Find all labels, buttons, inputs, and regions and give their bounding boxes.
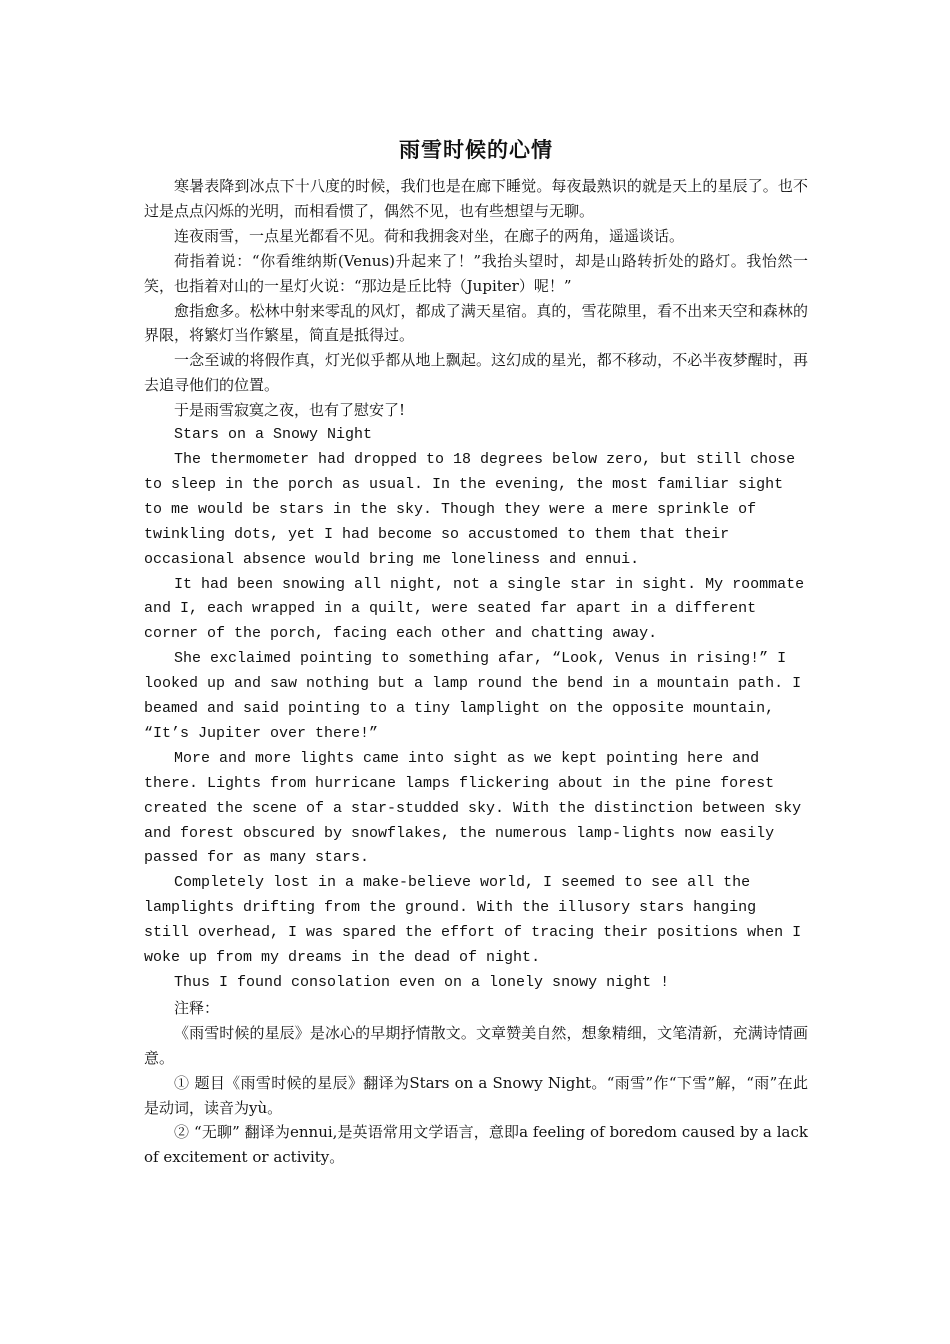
chinese-paragraph-4: 愈指愈多。松林中射来零乱的风灯，都成了满天星宿。真的，雪花隙里，看不出来天空和森林的界限，将繁灯当作繁星，简直是抵得过。 bbox=[144, 301, 808, 345]
note-1: 《雨雪时候的星辰》是冰心的早期抒情散文。文章赞美自然，想象精细，文笔清新，充满诗情画意。 bbox=[144, 1023, 808, 1067]
english-paragraph-1: The thermometer had dropped to 18 degrees below zero, but still chose to sleep in the porch as usual. In the evening, the most familiar sight to me would be stars in the sky. Though they were a mere sprinkle of twinkling dots, yet I had become so accustomed to them that their occasional absence would bring me loneliness and ennui. bbox=[144, 450, 796, 568]
note-2: ① 题目《雨雪时候的星辰》翻译为Stars on a Snowy Night。“雨雪”作“下雪”解，“雨”在此是动词，读音为yù。 bbox=[144, 1073, 808, 1117]
document-title: 雨雪时候的心情 bbox=[399, 138, 553, 162]
english-paragraph-4: More and more lights came into sight as we kept pointing here and there. Lights from hurricane lamps flickering about in the pine forest created the scene of a star-studded sky. With the distinction between sky and forest obscured by snowflakes, the numerous lamp-lights now easily passed for as many stars. bbox=[144, 749, 802, 867]
notes-heading: 注释： bbox=[174, 998, 220, 1017]
chinese-paragraph-1: 寒暑表降到冰点下十八度的时候，我们也是在廊下睡觉。每夜最熟识的就是天上的星辰了。也不过是点点闪烁的光明，而相看惯了，偶然不见，也有些想望与无聊。 bbox=[144, 177, 808, 220]
english-paragraph-5: Completely lost in a make-believe world, I seemed to see all the lamplights drifting from the ground. With the illusory stars hanging still overhead, I was spared the effort of tracing their positions when I woke up from my dreams in the dead of night. bbox=[144, 874, 802, 967]
english-paragraph-6: Thus I found consolation even on a lonely snowy night ! bbox=[174, 974, 670, 991]
chinese-paragraph-3: 荷指着说：“你看维纳斯(Venus)升起来了！”我抬头望时，却是山路转折处的路灯。我怡然一笑，也指着对山的一星灯火说：“那边是丘比特（Jupiter）呢！” bbox=[144, 251, 808, 295]
chinese-paragraph-2: 连夜雨雪，一点星光都看不见。荷和我拥衾对坐，在廊子的两角，遥遥谈话。 bbox=[174, 226, 685, 245]
note-3: ② “无聊” 翻译为ennui,是英语常用文学语言，意即a feeling of boredom caused by a lack of excitement or activity。 bbox=[144, 1123, 808, 1167]
english-paragraph-3: She exclaimed pointing to something afar, “Look, Venus in rising!” I looked up and saw nothing but a lamp round the bend in a mountain path. I beamed and said pointing to a tiny lamplight on the opposite mountain, “It’s Jupiter over there!” bbox=[144, 650, 802, 742]
document-page bbox=[144, 130, 808, 1170]
chinese-paragraph-5: 一念至诚的将假作真，灯光似乎都从地上飘起。这幻成的星光，都不移动，不必半夜梦醒时，再去追寻他们的位置。 bbox=[144, 351, 808, 395]
english-paragraph-2: It had been snowing all night, not a single star in sight. My roommate and I, each wrapped in a quilt, were seated far apart in a different corner of the porch, facing each other and chatting away. bbox=[144, 575, 805, 643]
english-title: Stars on a Snowy Night bbox=[174, 426, 373, 444]
chinese-paragraph-6: 于是雨雪寂寞之夜，也有了慰安了! bbox=[174, 401, 406, 420]
